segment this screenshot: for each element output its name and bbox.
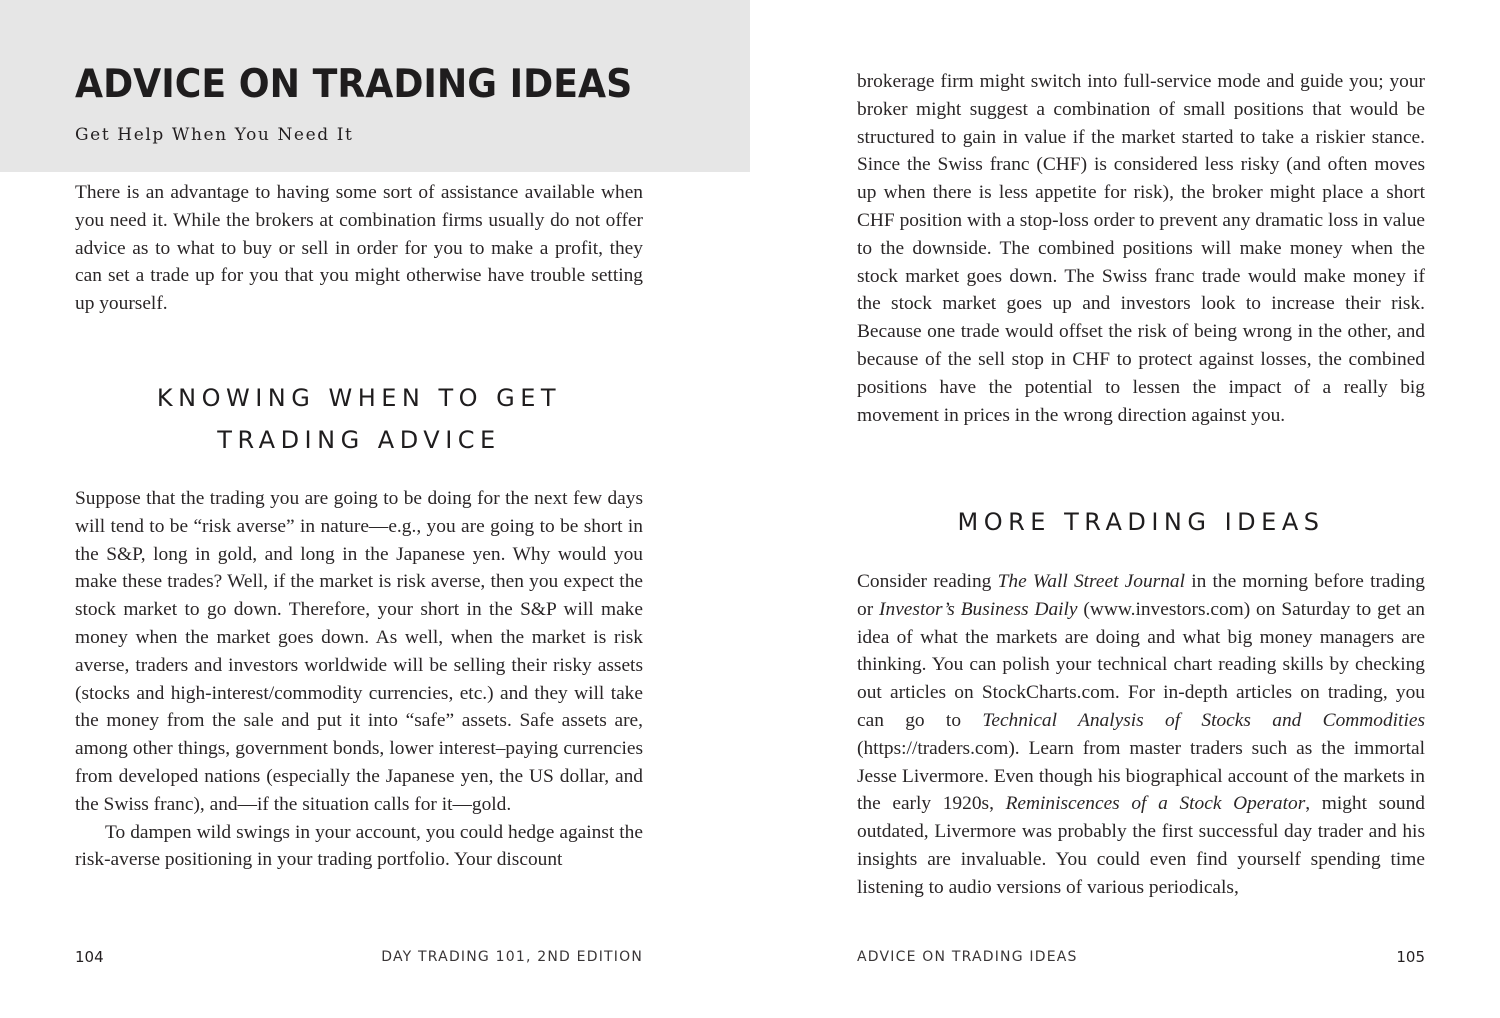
ideas-text-5: , might sound outdated, Livermore was probably the first successful day trader and his insights are invaluable. You could even find yourself spending time listening to audio versions of various periodicals,	[857, 793, 1425, 898]
running-head-left: DAY TRADING 101, 2ND EDITION	[381, 949, 643, 965]
ideas-title-tasc: Technical Analysis of Stocks and Commodities	[982, 709, 1425, 731]
section-heading-more-ideas: MORE TRADING IDEAS	[957, 508, 1325, 536]
ideas-title-ibd: Investor’s Business Daily	[879, 598, 1078, 620]
section-heading-line-2: TRADING ADVICE	[217, 426, 501, 454]
running-head-right: ADVICE ON TRADING IDEAS	[857, 949, 1078, 965]
ideas-title-wsj: The Wall Street Journal	[997, 571, 1185, 592]
body-paragraph-2: To dampen wild swings in your account, you could hedge against the risk-averse positioning in your trading portfolio. Your discount	[75, 821, 643, 871]
intro-paragraph-text: There is an advantage to having some sort of assistance available when you need it. While the brokers at combination firms usually do not offer advice as to what to buy or sell in order for you to make a profit, they can set a trade up for you that you might otherwise have trouble setting up yourself.	[75, 182, 643, 315]
right-page	[750, 0, 1500, 1018]
continued-paragraph	[857, 68, 1425, 429]
ideas-text-1: Consider reading	[857, 571, 998, 592]
chapter-title: ADVICE ON TRADING IDEAS	[75, 62, 633, 107]
body-paragraph-1: Suppose that the trading you are going to be doing for the next few days will tend to be “risk averse” in nature—e.g., you are going to be short in the S&P, long in gold, and long in the Japanese yen. Why would you make these trades? Well, if the market is risk averse, then you expect the stock market to go down. Therefore, your short in the S&P will make money when the market goes down. As well, when the market is risk averse, traders and investors worldwide will be selling their risky assets (stocks and high-interest/commodity currencies, etc.) and they will take the money from the sale and put it into “safe” assets. Safe assets are, among other things, government bonds, lower interest–paying currencies from developed nations (especially the Japanese yen, the US dollar, and the Swiss franc), and—if the situation calls for it—gold.	[75, 488, 643, 815]
intro-paragraph	[75, 179, 643, 318]
more-ideas-body	[857, 568, 1425, 902]
continued-paragraph-text: brokerage firm might switch into full-service mode and guide you; your broker might suggest a combination of small positions that would be structured to gain in value if the market started to take a riskier stance. Since the Swiss franc (CHF) is considered less risky (and often moves up when there is less appetite for risk), the broker might place a short CHF position with a stop-loss order to prevent any dramatic loss in value to the downside. The combined positions will make money when the stock market goes down. The Swiss franc trade would make money if the stock market goes up and investors look to increase their risk. Because one trade would offset the risk of being wrong in the other, and because of the sell stop in CHF to protect against losses, the combined positions have the potential to lessen the impact of a really big movement in prices in the wrong direction against you.	[857, 71, 1425, 426]
page-number-left: 104	[75, 948, 104, 966]
page-number-right: 105	[1396, 948, 1425, 966]
chapter-subtitle: Get Help When You Need It	[75, 125, 354, 145]
knowing-when-body	[75, 485, 643, 874]
section-heading-knowing-when	[75, 377, 643, 461]
more-ideas-paragraph	[857, 568, 1425, 902]
section-heading-line-1: KNOWING WHEN TO GET	[156, 384, 562, 412]
ideas-text-4: (https://traders.com). Learn from master traders such as the immortal Jesse Livermore. Even though his biographical account of the markets in the early 1920s,	[857, 737, 1425, 815]
ideas-title-reminiscences: Reminiscences of a Stock Operator	[1005, 793, 1306, 815]
ideas-text-2: in the morning before trading or	[857, 571, 1425, 620]
ideas-text-3: (www.investors.com) on Saturday to get an idea of what the markets are doing and what big money managers are thinking. You can polish your technical chart reading skills by checking out articles on StockCharts.com. For in-depth articles on trading, you can go to	[857, 598, 1425, 731]
